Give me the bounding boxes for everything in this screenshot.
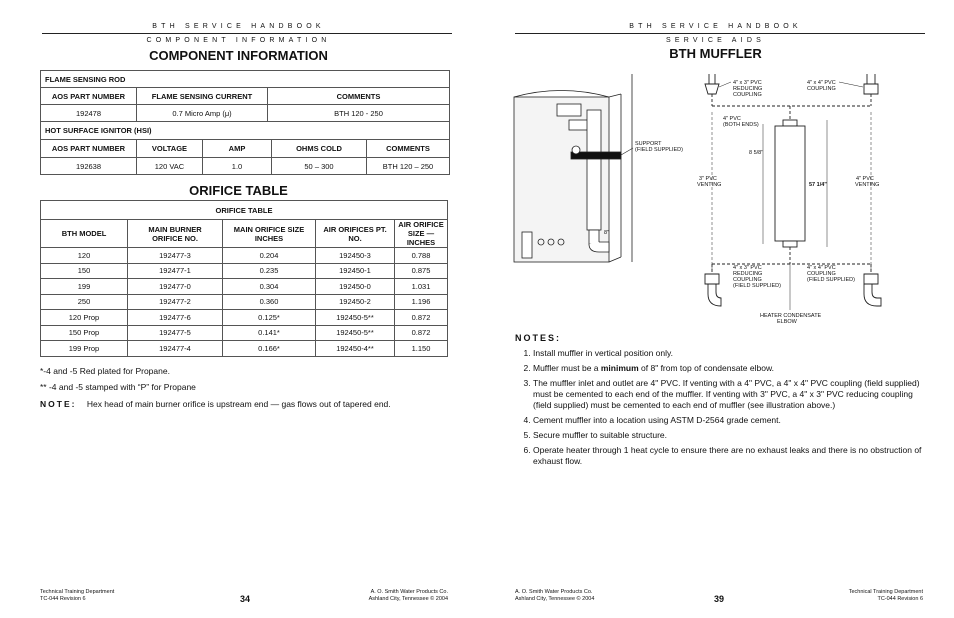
- note-item: 5. Secure muffler to suitable structure.: [533, 430, 933, 441]
- footer-location: Ashland City, Tennessee © 2004: [515, 596, 595, 602]
- dim-57-1-4: 57 1/4": [809, 182, 827, 188]
- hsi-table: [40, 121, 450, 175]
- footer-dept: Technical Training Department: [848, 589, 923, 595]
- footer-dept: Technical Training Department: [40, 589, 115, 595]
- table-cell: 192477-3: [128, 248, 223, 264]
- footer-company: A. O. Smith Water Products Co.: [370, 589, 448, 595]
- table-header: FLAME SENSING CURRENT: [137, 88, 268, 105]
- table-cell: 192450-1: [316, 263, 395, 279]
- section-header: COMPONENT INFORMATION: [146, 37, 331, 44]
- orifice-title: ORIFICE TABLE: [189, 183, 288, 198]
- table-cell: 192477-4: [128, 341, 223, 357]
- pvc-both-ends-label: 4" PVC (BOTH ENDS): [723, 116, 759, 128]
- orifice-note: [40, 399, 391, 409]
- note-item: 1. Install muffler in vertical position only.: [533, 348, 933, 359]
- footer-left: [515, 589, 594, 603]
- table-header: MAIN ORIFICE SIZE INCHES: [223, 220, 316, 248]
- note-item: 3. The muffler inlet and outlet are 4" PVC. If venting with a 4" PVC, a 4" x 4" PVC coupling (field supplied) must be cemented to each end of the muffler. If venting with 3" PVC, a 4" x 3" PVC reducing coupling (field supplied) must be cemented to each end of muffler (see illustration above.): [533, 378, 933, 411]
- table-cell: 199 Prop: [41, 341, 128, 357]
- table-cell: 192638: [41, 158, 137, 175]
- table-cell: 0.7 Micro Amp (μ): [137, 105, 268, 122]
- table-cell: 0.875: [395, 263, 448, 279]
- table-cell: 192450-5**: [316, 325, 395, 341]
- table-header: BTH MODEL: [41, 220, 128, 248]
- flame-section-title: FLAME SENSING ROD: [41, 71, 450, 88]
- coupling-bottom-label: 4" x 4" PVC COUPLING (FIELD SUPPLIED): [807, 265, 855, 283]
- table-cell: 0.360: [223, 294, 316, 310]
- table-cell: 192477-2: [128, 294, 223, 310]
- header-rule: [42, 33, 452, 34]
- note-text: Hex head of main burner orifice is upstream end — gas flows out of tapered end.: [86, 399, 391, 409]
- coupling-top-label: 4" x 4" PVC COUPLING: [807, 80, 836, 92]
- vent-4-label: 4" PVC VENTING: [855, 176, 880, 188]
- page-number: 34: [240, 594, 251, 604]
- section-header: SERVICE AIDS: [666, 37, 765, 44]
- footer-rev: TC-044 Revision 6: [877, 596, 923, 602]
- note-label: NOTE:: [40, 399, 77, 409]
- table-header: AMP: [203, 140, 272, 158]
- table-row: [41, 248, 448, 264]
- table-header: AOS PART NUMBER: [41, 140, 137, 158]
- support-leader: [621, 148, 633, 155]
- propane-note-1: *-4 and -5 Red plated for Propane.: [40, 366, 170, 376]
- notes-list: [515, 348, 933, 471]
- table-cell: 192477-5: [128, 325, 223, 341]
- table-cell: 0.141*: [223, 325, 316, 341]
- footer-rev: TC-044 Revision 6: [40, 596, 86, 602]
- table-cell: 192478: [41, 105, 137, 122]
- table-cell: 199: [41, 279, 128, 295]
- table-cell: 120: [41, 248, 128, 264]
- table-cell: 0.304: [223, 279, 316, 295]
- reducing-coupling-bottom-label: 4" x 3" PVC REDUCING COUPLING (FIELD SUPPLIED): [733, 265, 781, 289]
- table-cell: 50 – 300: [272, 158, 367, 175]
- table-cell: 192450-2: [316, 294, 395, 310]
- table-cell: 250: [41, 294, 128, 310]
- condensate-elbow-label: HEATER CONDENSATE ELBOW: [760, 313, 822, 325]
- table-cell: 150 Prop: [41, 325, 128, 341]
- table-header: OHMS COLD: [272, 140, 367, 158]
- page-title: BTH MUFFLER: [669, 46, 762, 61]
- table-row: [41, 263, 448, 279]
- dim-8-5-8: 8 5/8": [749, 150, 764, 156]
- running-header: BTH SERVICE HANDBOOK: [152, 23, 325, 30]
- flame-sensing-table: [40, 70, 450, 122]
- running-header: BTH SERVICE HANDBOOK: [629, 23, 802, 30]
- table-cell: 192450-3: [316, 248, 395, 264]
- table-cell: 0.872: [395, 310, 448, 326]
- table-header: AIR ORIFICE SIZE — INCHES: [395, 220, 448, 248]
- table-header: VOLTAGE: [137, 140, 203, 158]
- footer-location: Ashland City, Tennessee © 2004: [368, 596, 448, 602]
- propane-note-2: ** -4 and -5 stamped with “P” for Propane: [40, 382, 196, 392]
- vent-3-label: 3" PVC VENTING: [697, 176, 722, 188]
- table-cell: 0.204: [223, 248, 316, 264]
- table-cell: 1.150: [395, 341, 448, 357]
- table-cell: 150: [41, 263, 128, 279]
- table-header: AOS PART NUMBER: [41, 88, 137, 105]
- table-row: [41, 294, 448, 310]
- reducing-coupling-top-label: 4" x 3" PVC REDUCING COUPLING: [733, 80, 763, 98]
- footer-left: [40, 589, 114, 603]
- support-label: SUPPORT (FIELD SUPPLIED): [635, 141, 683, 153]
- table-header: MAIN BURNER ORIFICE NO.: [128, 220, 223, 248]
- table-cell: 192450-0: [316, 279, 395, 295]
- page-title: COMPONENT INFORMATION: [149, 48, 328, 63]
- table-cell: 192477-1: [128, 263, 223, 279]
- table-header: AIR ORIFICES PT. NO.: [316, 220, 395, 248]
- table-cell: 192450-4**: [316, 341, 395, 357]
- table-row: [41, 341, 448, 357]
- table-header: COMMENTS: [268, 88, 450, 105]
- right-page: [477, 0, 954, 618]
- table-cell: 0.125*: [223, 310, 316, 326]
- footer-company: A. O. Smith Water Products Co.: [515, 589, 593, 595]
- muffler-body: [775, 120, 805, 247]
- table-cell: 120 VAC: [137, 158, 203, 175]
- table-cell: 120 Prop: [41, 310, 128, 326]
- footer-right: [849, 589, 923, 603]
- orifice-caption: ORIFICE TABLE: [41, 201, 448, 220]
- heater-illustration: [514, 74, 632, 262]
- table-row: [41, 310, 448, 326]
- page-number: 39: [714, 594, 725, 604]
- table-cell: 192477-0: [128, 279, 223, 295]
- notes-heading: NOTES:: [515, 333, 562, 343]
- dim-8in: 8": [604, 230, 610, 236]
- table-cell: 1.031: [395, 279, 448, 295]
- table-cell: 192477-6: [128, 310, 223, 326]
- note-item: 6. Operate heater through 1 heat cycle to ensure there are no exhaust leaks and there is no obstruction of exhaust flow.: [533, 445, 933, 467]
- top-fittings: [705, 74, 878, 122]
- orifice-table: [40, 200, 448, 357]
- table-cell: 0.872: [395, 325, 448, 341]
- footer-right: [369, 589, 448, 603]
- table-cell: BTH 120 - 250: [268, 105, 450, 122]
- muffler-diagram: [509, 62, 929, 337]
- note-item: 2. Muffler must be a minimum of 8" from top of condensate elbow.: [533, 363, 933, 374]
- header-rule: [515, 33, 925, 34]
- table-cell: 0.788: [395, 248, 448, 264]
- table-cell: 192450-5**: [316, 310, 395, 326]
- table-row: [41, 279, 448, 295]
- table-cell: 1.196: [395, 294, 448, 310]
- table-row: [41, 325, 448, 341]
- note-item: 4. Cement muffler into a location using ASTM D-2564 grade cement.: [533, 415, 933, 426]
- table-cell: 0.166*: [223, 341, 316, 357]
- table-cell: 0.235: [223, 263, 316, 279]
- table-cell: 1.0: [203, 158, 272, 175]
- table-header: COMMENTS: [367, 140, 450, 158]
- table-cell: BTH 120 – 250: [367, 158, 450, 175]
- hsi-section-title: HOT SURFACE IGNITOR (HSI): [41, 122, 450, 140]
